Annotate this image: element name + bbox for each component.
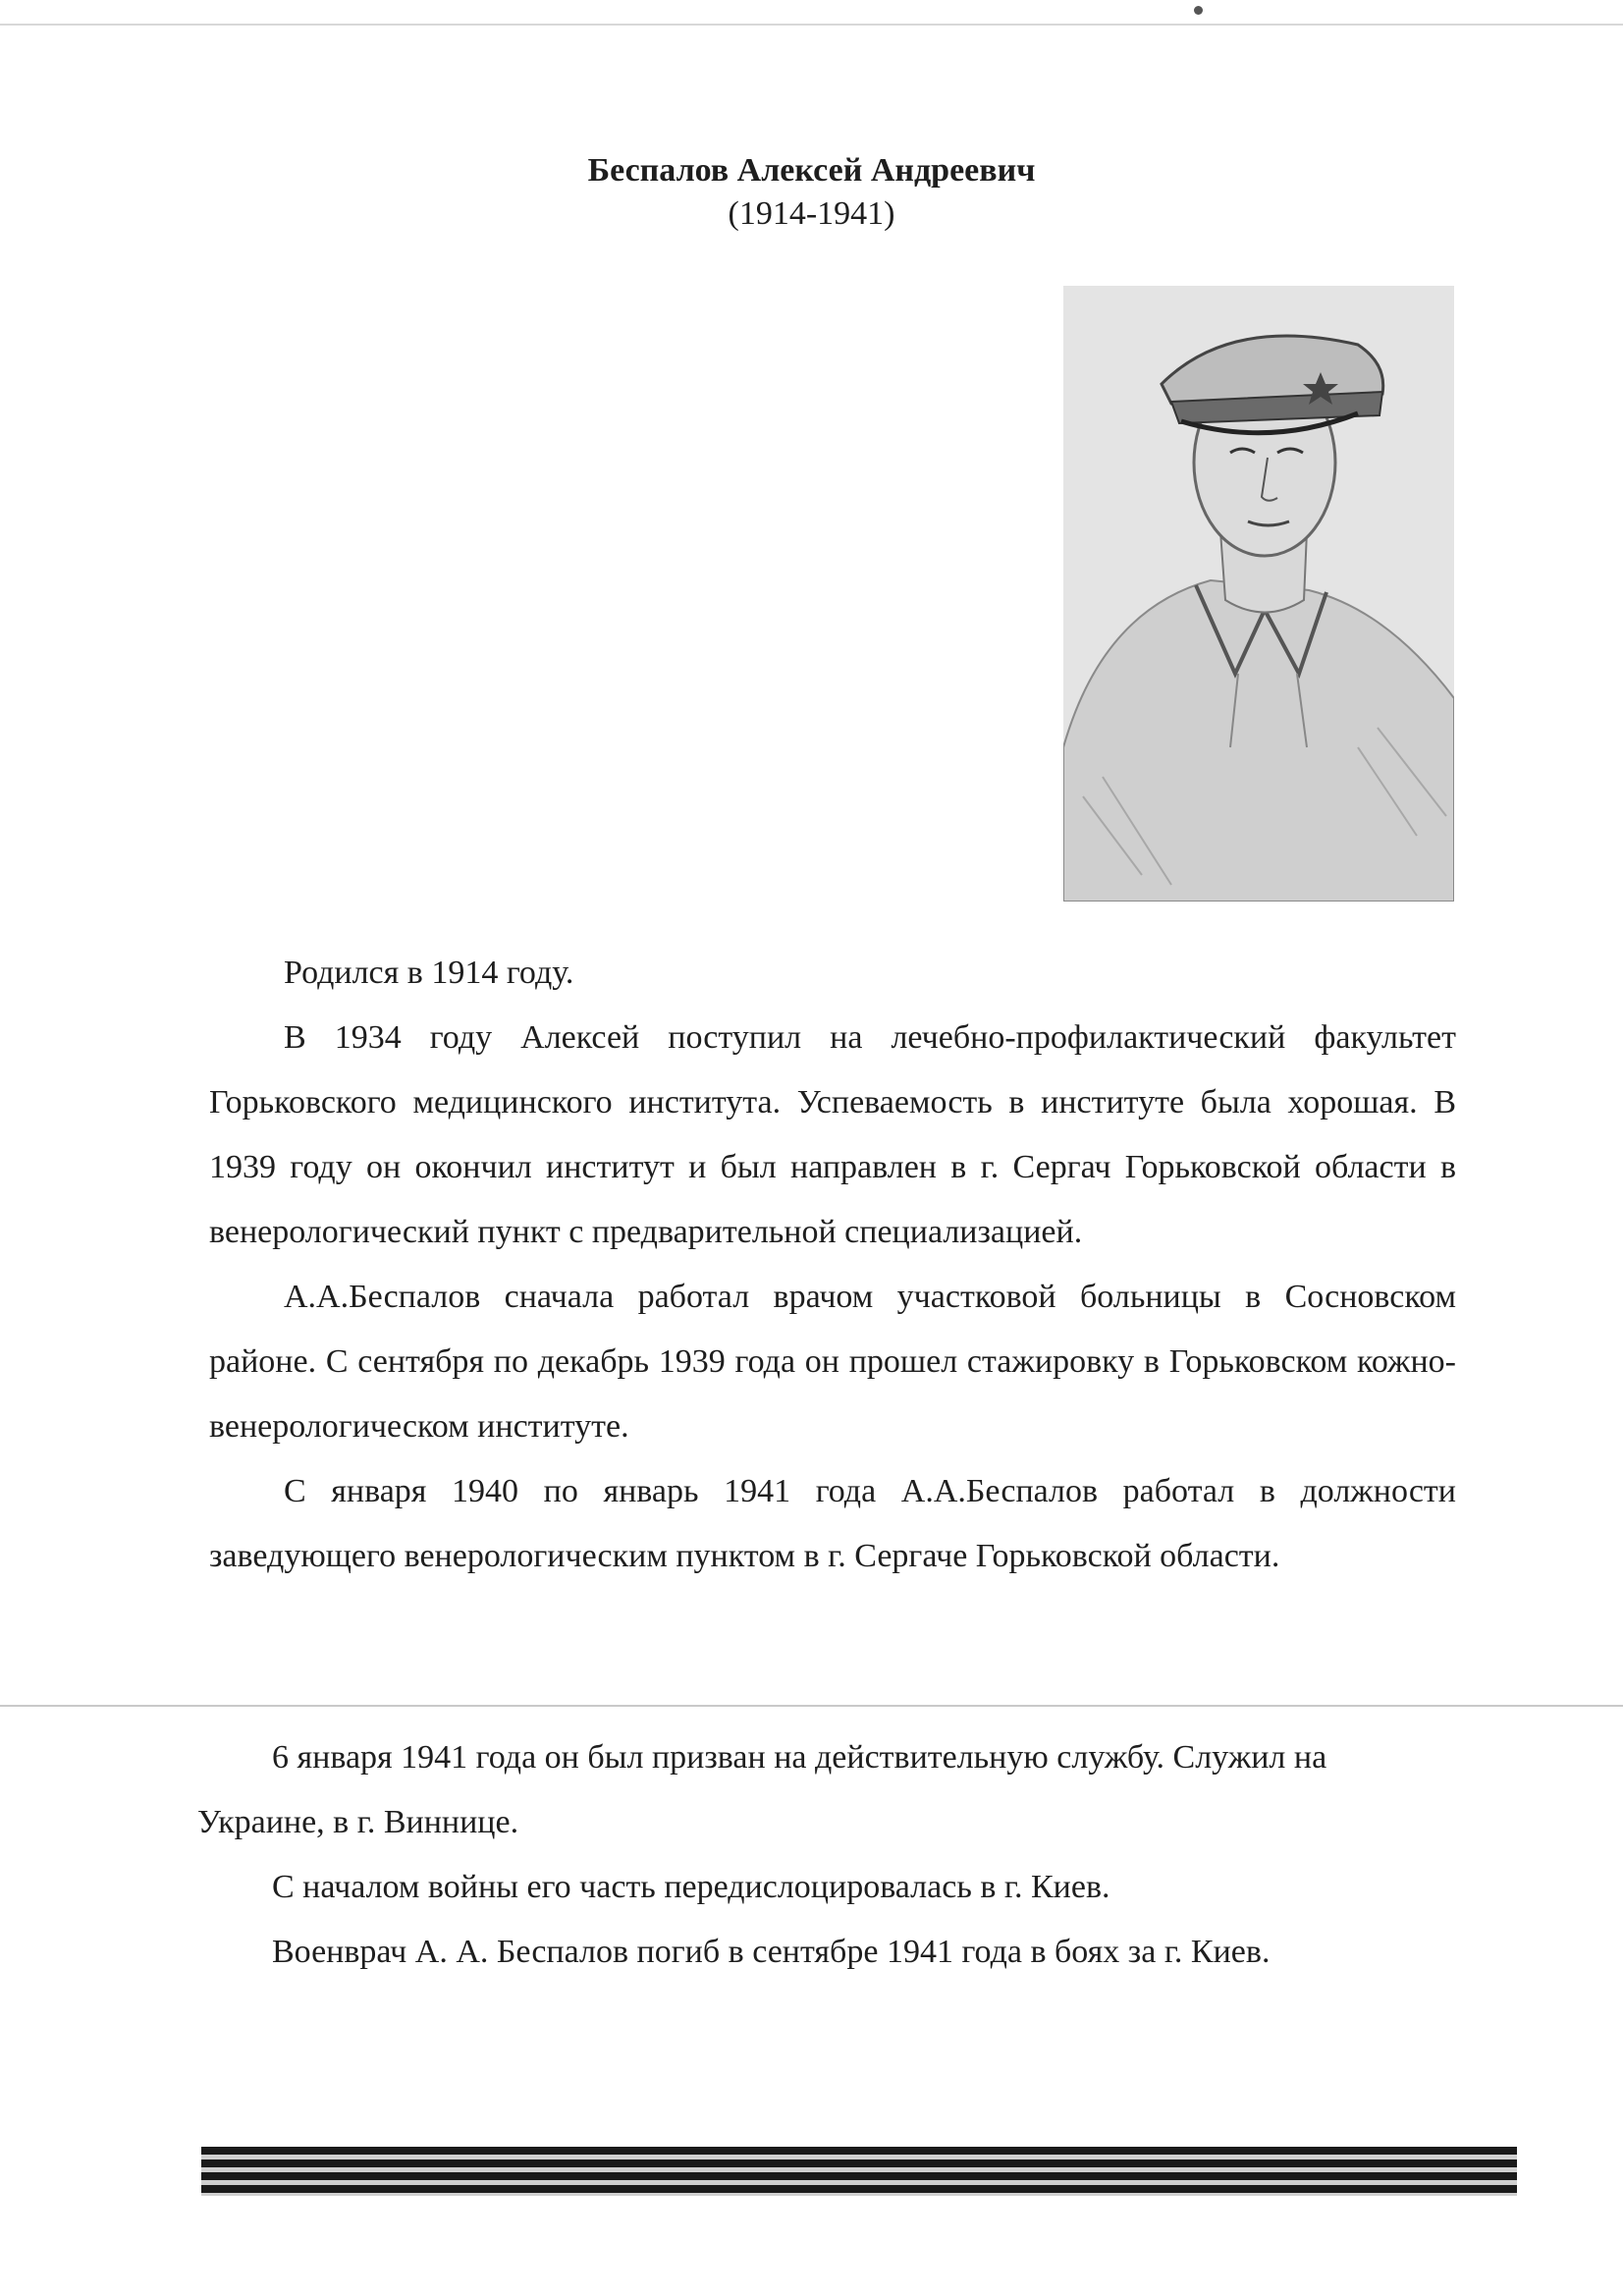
paragraph-early-work: А.А.Беспалов сначала работал врачом участковой больницы в Сосновском районе. С сентября по декабрь 1939 года он прошел стажировку в Горьковском кожно-венерологическом институте.: [209, 1279, 1456, 1445]
paragraph-death: Военврач А. А. Беспалов погиб в сентябре 1941 года в боях за г. Киев.: [272, 1934, 1271, 1970]
portrait-drawing: [1063, 286, 1454, 902]
life-years: (1914-1941): [728, 195, 895, 232]
biography-part-1: [209, 941, 1456, 1589]
paste-seam-line: [0, 1705, 1623, 1707]
paragraph-sergach-work: С января 1940 по январь 1941 года А.А.Беспалов работал в должности заведующего венерологическим пунктом в г. Сергаче Горьковской области.: [209, 1473, 1456, 1574]
paragraph-education: В 1934 году Алексей поступил на лечебно-профилактический факультет Горьковского медицинского института. Успеваемость в институте была хорошая. В 1939 году он окончил институт и был направлен в г. Сергач Горьковской области в венерологический пункт с предварительной специализацией.: [209, 1019, 1456, 1250]
paragraph-service: 6 января 1941 года он был призван на действительную службу. Служил на Украине, в г. Виннице.: [197, 1739, 1327, 1840]
document-title: Беспалов Алексей Андреевич: [587, 152, 1036, 189]
portrait-sketch-icon: [1063, 286, 1454, 902]
scan-edge-line: [0, 24, 1623, 26]
paragraph-birth: Родился в 1914 году.: [284, 955, 574, 991]
st-george-ribbon: [201, 2147, 1517, 2196]
biography-part-2: [197, 1725, 1449, 1985]
paragraph-war-start: С началом войны его часть передислоцировалась в г. Киев.: [272, 1869, 1110, 1905]
scan-dust-mark: [1194, 6, 1203, 15]
